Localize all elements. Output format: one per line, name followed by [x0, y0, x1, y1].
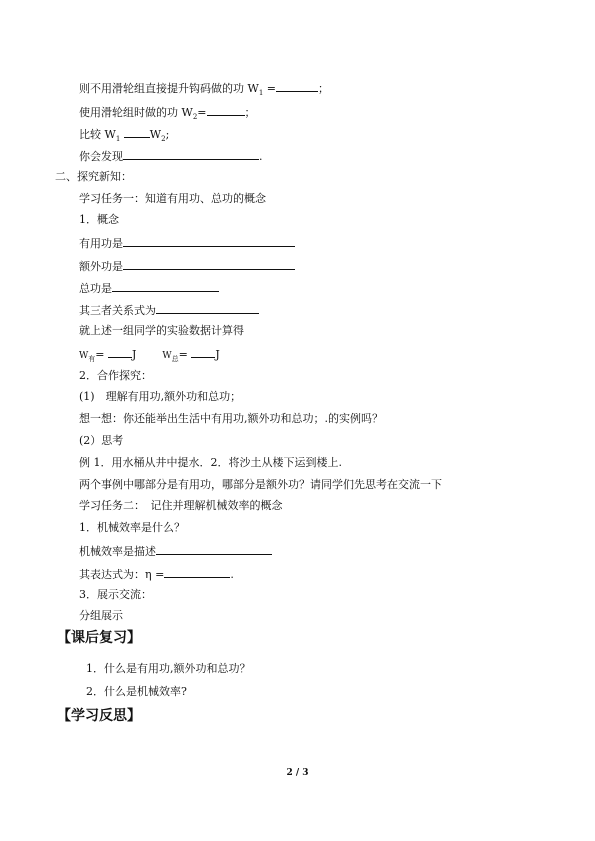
efficiency-desc-blank[interactable]	[156, 543, 272, 555]
discover-end: .	[259, 150, 263, 163]
example-text: 例 1．用水桶从井中提水．2．将沙土从楼下运到楼上.	[79, 456, 342, 469]
w-total-blank[interactable]	[191, 346, 215, 358]
question-1: (1) 理解有用功,额外功和总功；	[79, 390, 242, 403]
line-efficiency-desc	[79, 543, 272, 559]
w1-equals: =	[263, 82, 276, 95]
w2-text: 使用滑轮组时做的功 W	[79, 106, 193, 119]
efficiency-question: 1．机械效率是什么？	[79, 521, 185, 534]
line-efficiency-expr	[79, 566, 234, 582]
task-two: 学习任务二： 记住并理解机械效率的概念	[79, 499, 283, 512]
question-2: (2）思考	[79, 434, 124, 447]
relation-answer-blank[interactable]	[156, 302, 259, 314]
line-discover	[79, 148, 263, 164]
group-display: 分组展示	[79, 609, 123, 622]
compare-sub1: 1	[115, 135, 121, 144]
efficiency-expr-blank[interactable]	[164, 566, 230, 578]
line-compare	[79, 126, 169, 146]
line-useful	[79, 235, 295, 251]
total-label: 总功是	[79, 282, 112, 295]
task-one: 学习任务一：知道有用功、总功的概念	[79, 192, 266, 205]
w1-answer-blank[interactable]	[276, 80, 318, 92]
w1-end: ；	[318, 82, 329, 95]
w1-text: 则不用滑轮组直接提升钩码做的功 W	[79, 82, 259, 95]
w-useful-blank[interactable]	[108, 346, 132, 358]
compare-end: ;	[165, 128, 170, 141]
useful-answer-blank[interactable]	[123, 235, 295, 247]
w2-answer-blank[interactable]	[207, 104, 245, 116]
compare-sub2: 2	[161, 135, 166, 144]
review-item-2: 2．什么是机械效率?	[86, 685, 187, 698]
efficiency-expr-label: 其表达式为：η =	[79, 568, 165, 581]
compare-w2: W	[149, 128, 162, 141]
w-useful-equals: =	[95, 348, 105, 361]
think-prompt: 想一想：你还能举出生活中有用功,额外功和总功；.的实例吗？	[79, 412, 383, 425]
w2-subscript: 2	[192, 113, 198, 122]
line-w1	[79, 80, 329, 100]
concept-heading: 1．概念	[79, 213, 119, 226]
w-useful-subscript: 有	[88, 355, 96, 364]
w-total-unit: J	[215, 348, 220, 361]
efficiency-expr-end: .	[230, 568, 234, 581]
discover-answer-blank[interactable]	[123, 148, 259, 160]
line-w-values	[79, 346, 220, 366]
exchange-heading: 3．展示交流：	[79, 588, 152, 601]
w2-end: ；	[244, 106, 256, 119]
compare-answer-blank[interactable]	[124, 126, 150, 138]
line-total	[79, 280, 219, 296]
calc-text: 就上述一组同学的实验数据计算得	[79, 324, 244, 337]
line-relation	[79, 302, 259, 318]
relation-label: 其三者关系式为	[79, 304, 156, 317]
useful-label: 有用功是	[79, 237, 123, 250]
discussion-question: 两个事例中哪部分是有用功，哪部分是额外功？请同学们先思考在交流一下	[79, 478, 442, 491]
page-number: 2 / 3	[286, 768, 309, 778]
coop-heading: 2．合作探究：	[79, 369, 152, 382]
w1-subscript: 1	[258, 89, 264, 98]
section-title: 二、探究新知：	[55, 170, 132, 183]
w2-equals: =	[197, 106, 207, 119]
total-answer-blank[interactable]	[112, 280, 219, 292]
extra-label: 额外功是	[79, 260, 123, 273]
w-useful-unit: J	[131, 348, 137, 361]
w-useful-symbol: W	[79, 351, 89, 361]
line-w2	[79, 104, 256, 124]
w-total-symbol: W	[162, 351, 172, 361]
w-total-equals: =	[178, 348, 188, 361]
compare-text: 比较 W	[79, 128, 116, 141]
extra-answer-blank[interactable]	[123, 258, 295, 270]
w-total-subscript: 总	[171, 355, 179, 364]
review-heading: 【课后复习】	[57, 630, 141, 646]
efficiency-desc-label: 机械效率是描述	[79, 545, 156, 558]
reflection-heading: 【学习反思】	[57, 708, 141, 724]
line-extra	[79, 258, 295, 274]
discover-text: 你会发现	[79, 150, 123, 163]
review-item-1: 1．什么是有用功,额外功和总功？	[86, 662, 251, 675]
